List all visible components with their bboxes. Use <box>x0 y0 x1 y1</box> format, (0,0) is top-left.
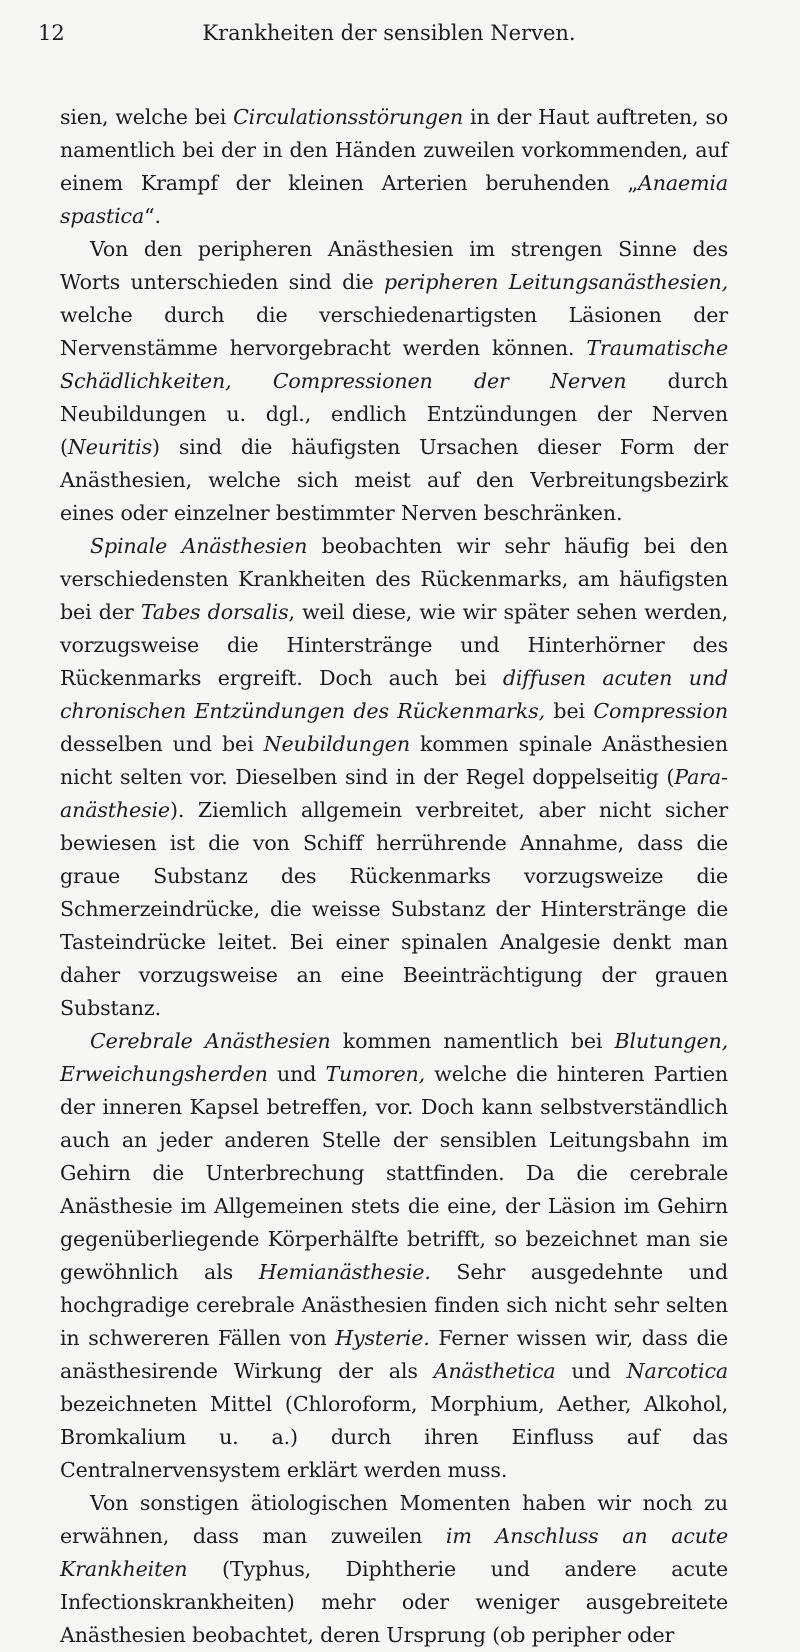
italic-term: Tabes dorsalis <box>140 600 289 624</box>
text-run: bezeichneten Mittel (Chloroform, Morphium, Aether, Alkohol, Bromkalium u. a.) durch ihren Einfluss auf das Centralnervensystem erklärt werden muss. <box>60 1392 728 1482</box>
italic-term: Traumatische Schädlichkeiten, Compressionen der Nerven <box>60 336 728 393</box>
italic-term: Paraanästhesie <box>60 765 728 822</box>
text-run: (Typhus, Diphtherie und andere acute Infectionskrankheiten) mehr oder weniger ausgebreitete Anästhesien beobachtet, deren Ursprung (ob peripher oder <box>60 1557 728 1647</box>
italic-term: Compression <box>593 699 728 723</box>
text-run: kommen namentlich bei <box>330 1029 615 1053</box>
text-run: beobachten wir sehr häufig bei den verschiedensten Krankheiten des Rückenmarks, am häufigsten bei der <box>60 534 728 624</box>
italic-term: Narcotica <box>626 1359 728 1383</box>
body-text <box>60 101 728 1652</box>
text-run: , weil diese, wie wir später sehen werden, vorzugsweise die Hinterstränge und Hinterhörner des Rückenmarks ergreift. Doch auch bei <box>60 600 729 690</box>
paragraph <box>60 1025 728 1487</box>
paragraph <box>60 101 728 233</box>
italic-term: Hemianästhesie. <box>258 1260 431 1284</box>
text-run: kommen spinale Anästhesien nicht selten vor. Dieselben sind in der Regel doppelseitig ( <box>60 732 728 789</box>
text-run: welche die hinteren Partien der inneren Kapsel betreffen, vor. Doch kann selbstverständlich auch an jeder anderen Stelle der sensiblen Leitungsbahn im Gehirn die Unterbrechung stattfinden. Da die cerebrale Anästhesie im Allgemeinen stets die eine, der Läsion im Gehirn gegenüberliegende Körperhälfte betrifft, so bezeichnet man sie gewöhnlich als <box>60 1062 728 1284</box>
italic-term: im Anschluss an acute Krankheiten <box>60 1524 728 1581</box>
italic-term: Neubildungen <box>263 732 410 756</box>
text-run: welche durch die verschiedenartigsten Läsionen der Nervenstämme hervorgebracht werden können. <box>60 303 728 360</box>
text-run: durch Neubildungen u. dgl., endlich Entzündungen der Nerven ( <box>60 369 729 459</box>
running-title: Krankheiten der sensiblen Nerven. <box>202 21 576 45</box>
text-run: Sehr ausgedehnte und hochgradige cerebrale Anästhesien finden sich nicht sehr selten in schwereren Fällen von <box>60 1260 728 1350</box>
text-run: und <box>555 1359 627 1383</box>
italic-term: diffusen acuten und chronischen Entzündungen des Rückenmarks, <box>60 666 728 723</box>
paragraph <box>60 1487 728 1652</box>
italic-term: Anästhetica <box>433 1359 556 1383</box>
italic-term: Cerebrale Anästhesien <box>90 1029 331 1053</box>
italic-term: Hysterie. <box>335 1326 430 1350</box>
text-run: Von sonstigen ätiologischen Momenten haben wir noch zu erwähnen, dass man zuweilen <box>60 1491 728 1548</box>
paragraph <box>60 233 728 530</box>
text-run: ). Ziemlich allgemein verbreitet, aber nicht sicher bewiesen ist die von Schiff herrührende Annahme, dass die graue Substanz des Rückenmarks vorzugsweize die Schmerzeindrücke, die weisse Substanz der Hinterstränge die Tasteindrücke leitet. Bei einer spinalen Analgesie denkt man daher vorzugsweise an eine Beeinträchtigung der grauen Substanz. <box>60 798 728 1020</box>
paragraph <box>60 530 728 1025</box>
text-run: bei <box>544 699 594 723</box>
page-number: 12 <box>38 21 65 45</box>
text-run: “. <box>144 204 161 228</box>
italic-term: peripheren Leitungsanästhesien, <box>384 270 728 294</box>
italic-term: Neuritis <box>67 435 153 459</box>
italic-term: Circulationsstörungen <box>233 105 464 129</box>
page-header <box>38 18 740 48</box>
italic-term: Blutungen, Erweichungsherden <box>60 1029 729 1086</box>
text-run: desselben und bei <box>60 732 264 756</box>
italic-term: Tumoren, <box>325 1062 426 1086</box>
text-run: Ferner wissen wir, dass die anästhesirende Wirkung der als <box>60 1326 728 1383</box>
italic-term: Anaemia spastica <box>60 171 728 228</box>
text-run: Von den peripheren Anästhesien im strengen Sinne des Worts unterschieden sind die <box>60 237 728 294</box>
text-run: und <box>267 1062 326 1086</box>
text-run: sien, welche bei <box>60 105 234 129</box>
italic-term: Spinale Anästhesien <box>90 534 308 558</box>
text-run: in der Haut auftreten, so namentlich bei der in den Händen zuweilen vorkommenden, auf einem Krampf der kleinen Arterien beruhenden „ <box>60 105 728 195</box>
text-run: ) sind die häufigsten Ursachen dieser Form der Anästhesien, welche sich meist auf den Verbreitungsbezirk eines oder einzelner bestimmter Nerven beschränken. <box>60 435 728 525</box>
